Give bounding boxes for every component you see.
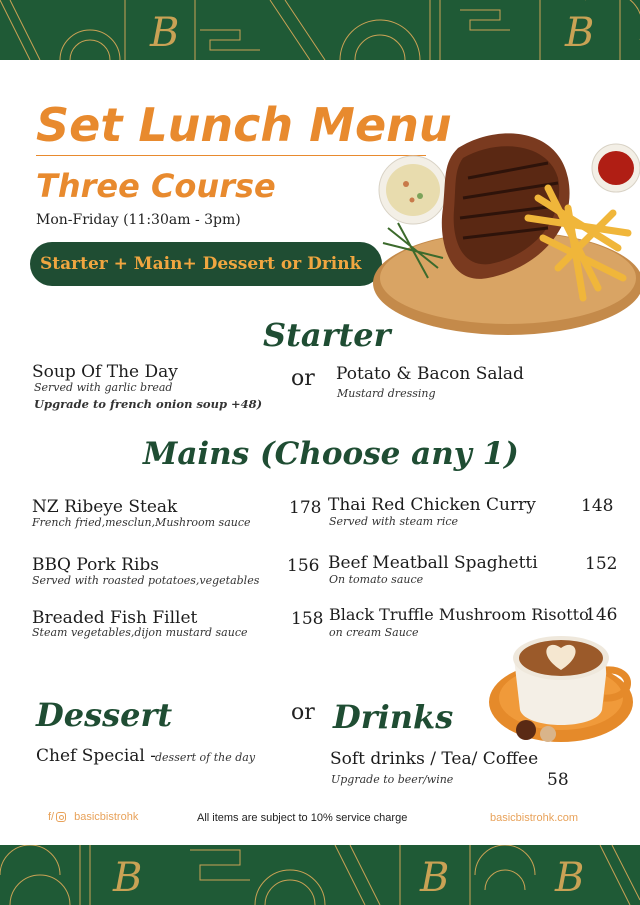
starter-right-desc: Mustard dressing — [337, 387, 436, 400]
course-banner — [30, 242, 382, 286]
main-item-name: Black Truffle Mushroom Risotto — [329, 605, 589, 624]
main-item-desc: on cream Sauce — [329, 626, 419, 639]
starter-left-desc: Served with garlic bread — [34, 381, 173, 394]
dessert-or-label: or — [291, 700, 315, 725]
main-item-price: 178 — [289, 498, 322, 518]
dessert-heading: Dessert — [36, 696, 173, 734]
website-link[interactable]: basicbistrohk.com — [490, 812, 579, 824]
main-item-name: Breaded Fish Fillet — [32, 608, 198, 628]
starter-or-label: or — [291, 366, 315, 391]
latte-cup-illustration — [486, 630, 640, 748]
social-handle[interactable]: basicbistrohk — [74, 811, 139, 823]
starter-upgrade-note: Upgrade to french onion soup +48) — [34, 397, 263, 411]
main-item-desc: On tomato sauce — [329, 573, 424, 586]
main-item-price: 156 — [287, 556, 320, 576]
starter-right-name: Potato & Bacon Salad — [336, 364, 524, 384]
main-item-desc: Steam vegetables,dijon mustard sauce — [32, 626, 248, 639]
main-item-price: 146 — [585, 605, 618, 625]
menu-subtitle: Three Course — [36, 167, 276, 205]
service-charge-note: All items are subject to 10% service charge — [197, 812, 408, 824]
main-item-name: Thai Red Chicken Curry — [328, 495, 536, 515]
main-item-desc: Served with steam rice — [329, 515, 459, 528]
main-item-price: 148 — [581, 496, 614, 516]
main-item-name: BBQ Pork Ribs — [32, 555, 159, 575]
band-monogram: B — [420, 855, 450, 901]
drinks-price: 58 — [547, 770, 569, 790]
starter-left-name: Soup Of The Day — [32, 362, 178, 382]
course-banner-text: Starter + Main+ Dessert or Drink — [40, 254, 362, 274]
dessert-desc: dessert of the day — [155, 751, 256, 764]
bottom-decorative-band — [0, 845, 640, 905]
social-links[interactable] — [48, 811, 138, 823]
menu-title: Set Lunch Menu — [36, 98, 452, 152]
dessert-item: Chef Special - — [36, 746, 156, 766]
main-item-name: NZ Ribeye Steak — [32, 497, 178, 517]
steak-fries-illustration — [368, 118, 640, 344]
main-item-price: 158 — [291, 609, 324, 629]
drinks-item: Soft drinks / Tea/ Coffee — [330, 749, 539, 769]
main-item-desc: French fried,mesclun,Mushroom sauce — [32, 516, 251, 529]
main-item-price: 152 — [585, 554, 618, 574]
drinks-heading: Drinks — [333, 698, 454, 736]
band-monogram: B — [113, 855, 143, 901]
main-item-name: Beef Meatball Spaghetti — [328, 553, 538, 573]
main-item-desc: Served with roasted potatoes,vegetables — [32, 574, 260, 587]
schedule-text: Mon-Friday (11:30am - 3pm) — [36, 212, 241, 228]
band-monogram: B — [150, 10, 180, 56]
facebook-icon[interactable]: f/ — [48, 811, 55, 823]
mains-heading: Mains (Choose any 1) — [143, 436, 519, 472]
instagram-icon[interactable] — [56, 812, 66, 822]
top-decorative-band — [0, 0, 640, 60]
band-monogram: B — [555, 855, 585, 901]
band-monogram: B — [565, 10, 595, 56]
drinks-desc: Upgrade to beer/wine — [331, 773, 454, 786]
starter-heading: Starter — [263, 316, 391, 354]
